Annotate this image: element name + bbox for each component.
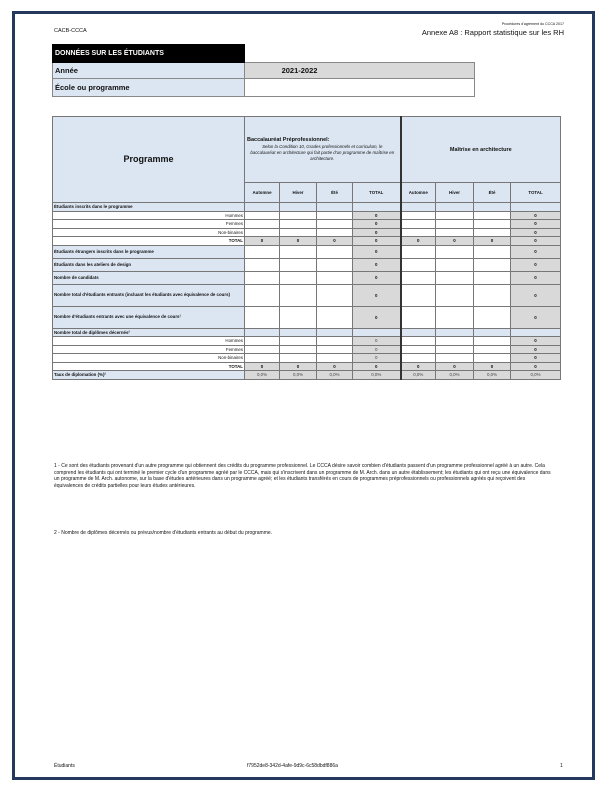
data-cell[interactable] — [317, 228, 353, 237]
data-cell[interactable] — [245, 306, 280, 328]
data-cell[interactable] — [474, 220, 511, 229]
row-label: Nombre total d'étudiants entrants (incluant les étudiants avec équivalence de cours) — [53, 284, 245, 306]
data-cell[interactable] — [474, 345, 511, 354]
data-cell[interactable] — [245, 345, 280, 354]
data-cell[interactable] — [245, 211, 280, 220]
row-label: Non-binaires — [53, 354, 245, 363]
row-label: Femmes — [53, 345, 245, 354]
data-cell[interactable] — [317, 271, 353, 284]
total-cell: 0 — [511, 284, 561, 306]
row-label: Hommes — [53, 337, 245, 346]
total-cell: 0 — [511, 306, 561, 328]
total-cell: 0 — [353, 245, 401, 258]
data-cell[interactable] — [245, 220, 280, 229]
data-cell — [401, 328, 436, 337]
total-cell: 0 — [511, 220, 561, 229]
row-label: Nombre de candidats — [53, 271, 245, 284]
row-label: Nombre d'étudiants entrants avec une équivalence de cours¹ — [53, 306, 245, 328]
data-cell: 0 — [317, 237, 353, 246]
data-cell[interactable] — [317, 258, 353, 271]
total-cell: 0 — [511, 211, 561, 220]
header-procedures: Procédures d'agrément du CCCA 2017 — [501, 22, 564, 26]
table-row — [53, 354, 561, 363]
table-row — [53, 237, 561, 246]
data-cell: 0 — [245, 237, 280, 246]
data-cell: 0 — [401, 362, 436, 371]
data-cell[interactable] — [401, 228, 436, 237]
data-cell: 0,0% — [280, 371, 317, 380]
total-cell: 0 — [353, 228, 401, 237]
data-cell[interactable] — [474, 354, 511, 363]
data-cell[interactable] — [474, 284, 511, 306]
data-cell[interactable] — [401, 337, 436, 346]
total-cell: 0 — [353, 306, 401, 328]
data-cell[interactable] — [317, 306, 353, 328]
total-cell: 0 — [511, 271, 561, 284]
data-cell: 0 — [401, 237, 436, 246]
data-cell[interactable] — [245, 245, 280, 258]
footer-section: Étudiants — [54, 763, 75, 769]
data-cell: 0,0% — [401, 371, 436, 380]
column-header: Hiver — [280, 183, 317, 203]
data-cell[interactable] — [280, 220, 317, 229]
row-label: Femmes — [53, 220, 245, 229]
section-title: DONNÉES SUR LES ÉTUDIANTS — [53, 45, 245, 63]
data-cell: 0,0% — [436, 371, 474, 380]
data-cell[interactable] — [280, 228, 317, 237]
data-cell[interactable] — [280, 284, 317, 306]
master-group-header — [401, 117, 561, 183]
data-cell — [245, 203, 280, 212]
total-cell: 0 — [511, 228, 561, 237]
data-cell[interactable] — [317, 337, 353, 346]
school-input[interactable] — [245, 79, 475, 97]
data-cell — [436, 203, 474, 212]
data-cell[interactable] — [436, 337, 474, 346]
data-cell[interactable] — [317, 220, 353, 229]
data-cell[interactable] — [245, 337, 280, 346]
column-header: TOTAL — [511, 183, 561, 203]
data-cell: 0 — [280, 362, 317, 371]
data-cell: 0 — [436, 362, 474, 371]
data-cell: 0,0% — [317, 371, 353, 380]
footnote-2: 2 - Nombre de diplômes décernés ou prévus/nombre d'étudiants entrants au début du programme. — [54, 530, 273, 536]
total-cell: 0 — [353, 271, 401, 284]
header-org: CACB-CCCA — [54, 28, 87, 34]
data-cell[interactable] — [436, 211, 474, 220]
total-cell: 0 — [353, 211, 401, 220]
data-cell[interactable] — [317, 354, 353, 363]
footer-page-number: 1 — [560, 763, 563, 769]
row-label: TOTAL — [53, 237, 245, 246]
data-cell[interactable] — [474, 258, 511, 271]
header-annex-title: Annexe A8 : Rapport statistique sur les RH — [421, 28, 564, 37]
table-row — [53, 258, 561, 271]
data-cell[interactable] — [436, 306, 474, 328]
data-cell[interactable] — [280, 245, 317, 258]
data-cell[interactable] — [474, 271, 511, 284]
total-cell: 0 — [511, 237, 561, 246]
data-cell[interactable] — [317, 345, 353, 354]
row-label: Taux de diplomation (%)² — [53, 371, 245, 380]
data-cell[interactable] — [280, 258, 317, 271]
data-cell — [317, 328, 353, 337]
table-row — [53, 345, 561, 354]
total-cell: 0 — [353, 362, 401, 371]
data-cell[interactable] — [280, 211, 317, 220]
data-cell[interactable] — [401, 284, 436, 306]
data-cell[interactable] — [401, 220, 436, 229]
data-cell[interactable] — [474, 306, 511, 328]
footer-document-id: f7952de8-342d-4afe-9d9c-6c58dbdf886a — [247, 763, 338, 769]
total-cell: 0 — [511, 245, 561, 258]
row-label: Non-binaires — [53, 228, 245, 237]
data-cell — [474, 203, 511, 212]
total-cell — [511, 328, 561, 337]
table-row — [53, 328, 561, 337]
column-header: Hiver — [436, 183, 474, 203]
bachelor-group-header — [245, 117, 401, 183]
table-row — [53, 284, 561, 306]
data-cell[interactable] — [401, 271, 436, 284]
data-cell[interactable] — [436, 228, 474, 237]
total-cell: 0 — [511, 362, 561, 371]
data-cell[interactable] — [245, 228, 280, 237]
data-cell: 0 — [280, 237, 317, 246]
data-cell[interactable] — [401, 354, 436, 363]
table-row — [53, 271, 561, 284]
data-cell — [280, 203, 317, 212]
column-header: Automne — [401, 183, 436, 203]
column-header: Automne — [245, 183, 280, 203]
row-label: TOTAL — [53, 362, 245, 371]
total-cell: 0 — [353, 354, 401, 363]
data-cell — [280, 328, 317, 337]
total-cell: 0 — [353, 258, 401, 271]
data-cell[interactable] — [401, 211, 436, 220]
data-cell[interactable] — [245, 284, 280, 306]
total-cell — [353, 203, 401, 212]
data-cell[interactable] — [436, 345, 474, 354]
table-row — [53, 306, 561, 328]
table-row — [53, 211, 561, 220]
data-cell[interactable] — [280, 306, 317, 328]
data-cell: 0 — [436, 237, 474, 246]
data-cell[interactable] — [317, 284, 353, 306]
column-header: Été — [474, 183, 511, 203]
row-label: Étudiants étrangers inscrits dans le programme — [53, 245, 245, 258]
info-table — [52, 44, 475, 97]
data-cell — [401, 203, 436, 212]
data-cell[interactable] — [436, 220, 474, 229]
year-value[interactable]: 2021-2022 — [245, 63, 475, 79]
data-cell — [474, 328, 511, 337]
programme-header: Programme — [53, 117, 245, 203]
table-row — [53, 220, 561, 229]
data-cell: 0,0% — [245, 371, 280, 380]
data-cell: 0 — [474, 237, 511, 246]
table-row — [53, 337, 561, 346]
data-cell[interactable] — [280, 345, 317, 354]
data-cell — [317, 203, 353, 212]
row-label: Étudiants dans les ateliers de design — [53, 258, 245, 271]
data-cell: 0 — [317, 362, 353, 371]
table-row — [53, 203, 561, 212]
table-row — [53, 362, 561, 371]
data-cell: 0 — [245, 362, 280, 371]
row-label: Étudiants inscrits dans le programme — [53, 203, 245, 212]
total-cell: 0 — [353, 284, 401, 306]
row-label: Hommes — [53, 211, 245, 220]
data-cell: 0,0% — [474, 371, 511, 380]
total-cell: 0 — [511, 258, 561, 271]
data-cell[interactable] — [245, 354, 280, 363]
data-cell[interactable] — [436, 271, 474, 284]
data-cell[interactable] — [436, 258, 474, 271]
data-cell[interactable] — [280, 337, 317, 346]
data-cell[interactable] — [401, 258, 436, 271]
total-cell: 0,0% — [353, 371, 401, 380]
data-cell[interactable] — [474, 337, 511, 346]
bachelor-title: Baccalauréat Préprofessionnel: — [247, 137, 330, 143]
data-cell[interactable] — [280, 354, 317, 363]
footnote-1: 1 - Ce sont des étudiants provenant d'un autre programme qui obtiennent des crédits du programme professionnel. Le CCCA désire savoir combien d'étudiants passent d'un programme professionnel agréé à un autre. Cela comprend les étudiants qui ont terminé le premier cycle d'un programme agréé par le CCCA, mais qui s'inscrivent dans un programme de M. Arch. dans un autre établissement; les étudiants qui ont reçu une équivalence dans un programme de M. Arch. autonome, sur la base d'études antérieures dans un programme agréé; et les étudiants transférés en cours de programmes préprofessionnels ou professionnels agréés qui reçoivent des équivalences de crédits partielles pour leurs études antérieures. — [54, 463, 551, 489]
total-cell: 0 — [511, 345, 561, 354]
master-title: Maîtrise en architecture — [449, 146, 512, 153]
data-cell — [436, 328, 474, 337]
total-cell: 0,0% — [511, 371, 561, 380]
data-cell[interactable] — [245, 258, 280, 271]
data-cell[interactable] — [474, 245, 511, 258]
year-label: Année — [53, 63, 245, 79]
data-cell[interactable] — [474, 228, 511, 237]
data-cell[interactable] — [317, 245, 353, 258]
total-cell — [511, 203, 561, 212]
data-cell[interactable] — [436, 354, 474, 363]
total-cell: 0 — [511, 354, 561, 363]
data-cell[interactable] — [280, 271, 317, 284]
total-cell: 0 — [353, 220, 401, 229]
data-cell[interactable] — [436, 284, 474, 306]
data-cell[interactable] — [474, 211, 511, 220]
column-header: TOTAL — [353, 183, 401, 203]
data-cell[interactable] — [245, 271, 280, 284]
school-label: École ou programme — [53, 79, 245, 97]
data-cell — [245, 328, 280, 337]
data-cell[interactable] — [436, 245, 474, 258]
row-label: Nombre total de diplômes décernés² — [53, 328, 245, 337]
total-cell — [353, 328, 401, 337]
table-row — [53, 245, 561, 258]
total-cell: 0 — [353, 345, 401, 354]
data-cell[interactable] — [401, 245, 436, 258]
data-cell[interactable] — [401, 306, 436, 328]
table-row — [53, 228, 561, 237]
data-cell: 0 — [474, 362, 511, 371]
column-header: Été — [317, 183, 353, 203]
total-cell: 0 — [353, 337, 401, 346]
data-cell[interactable] — [317, 211, 353, 220]
total-cell: 0 — [353, 237, 401, 246]
data-cell[interactable] — [401, 345, 436, 354]
bachelor-description: Selon la Condition 10, Grades professionnels et curriculum, le baccalauréat en architecture qui fait partie d'un programme de maîtrise en architecture. — [250, 144, 395, 161]
total-cell: 0 — [511, 337, 561, 346]
table-row — [53, 371, 561, 380]
student-stats-table — [52, 116, 561, 380]
